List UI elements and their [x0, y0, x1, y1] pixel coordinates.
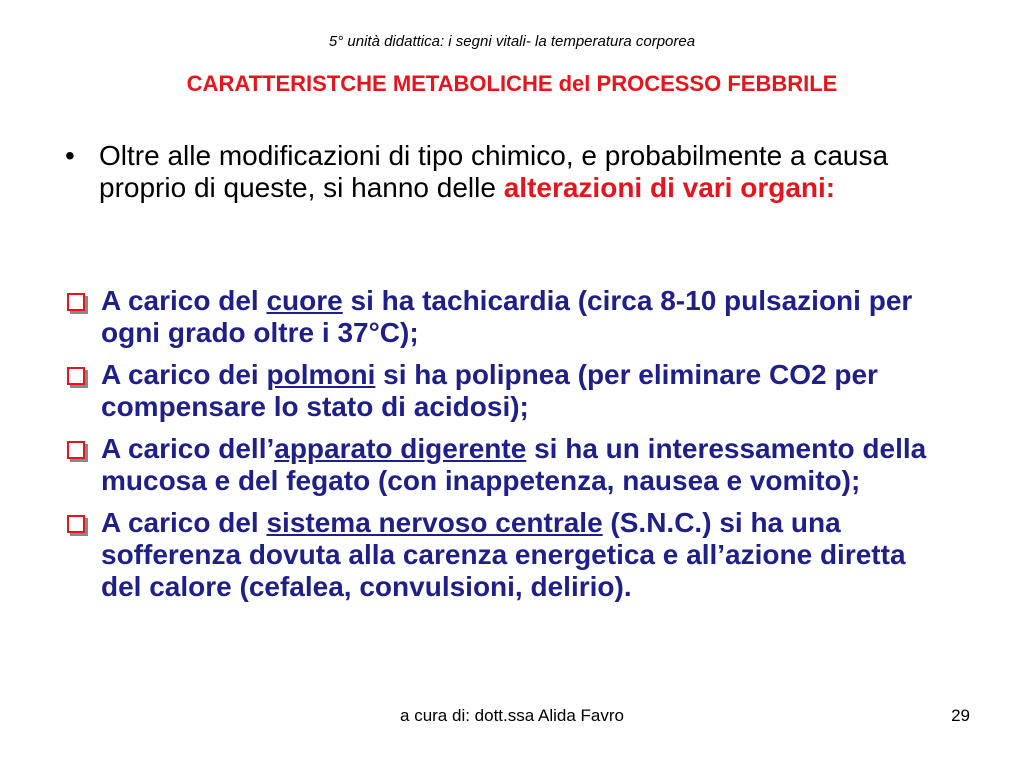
item-underlined-term: polmoni: [266, 359, 376, 390]
slide-title: CARATTERISTCHE METABOLICHE del PROCESSO FEBBRILE: [186, 71, 838, 96]
item-suffix: si ha un interessamento della mucosa e del fegato (con inappetenza, nausea e vomito);: [101, 433, 927, 496]
footer-author: a cura di: dott.ssa Alida Favro: [400, 706, 624, 725]
item-suffix: si ha polipnea (per eliminare CO2 per compensare lo stato di acidosi);: [101, 359, 878, 422]
checkbox-square-icon: [67, 441, 85, 459]
item-prefix: A carico del: [101, 285, 267, 316]
intro-emphasis: alterazioni di vari organi:: [503, 172, 836, 203]
item-underlined-term: apparato digerente: [274, 433, 527, 464]
list-item-apparato-digerente: [65, 433, 950, 497]
item-suffix: si ha tachicardia (circa 8-10 pulsazioni per ogni grado oltre i 37°C);: [101, 285, 913, 348]
bullet-dot-icon: •: [65, 140, 75, 171]
header-subtitle: 5° unità didattica: i segni vitali- la temperatura corporea: [328, 33, 696, 50]
page-number: 29: [951, 706, 970, 725]
organ-effects-list: [65, 285, 950, 613]
intro-paragraph: [65, 140, 975, 204]
item-underlined-term: sistema nervoso centrale: [266, 507, 603, 538]
item-prefix: A carico del: [101, 507, 267, 538]
list-item-polmoni: [65, 359, 950, 423]
list-item-cuore: [65, 285, 950, 349]
item-suffix: (S.N.C.) si ha una sofferenza dovuta alla carenza energetica e all’azione diretta del calore (cefalea, convulsioni, delirio).: [101, 507, 906, 602]
list-item-sistema-nervoso: [65, 507, 950, 603]
intro-text-block: [99, 140, 975, 204]
item-prefix: A carico dell’: [101, 433, 275, 464]
item-underlined-term: cuore: [266, 285, 343, 316]
checkbox-square-icon: [67, 367, 85, 385]
checkbox-square-icon: [67, 293, 85, 311]
item-prefix: A carico dei: [101, 359, 267, 390]
intro-text: Oltre alle modificazioni di tipo chimico, e probabilmente a causa proprio di queste, si hanno delle: [99, 140, 889, 203]
checkbox-square-icon: [67, 515, 85, 533]
